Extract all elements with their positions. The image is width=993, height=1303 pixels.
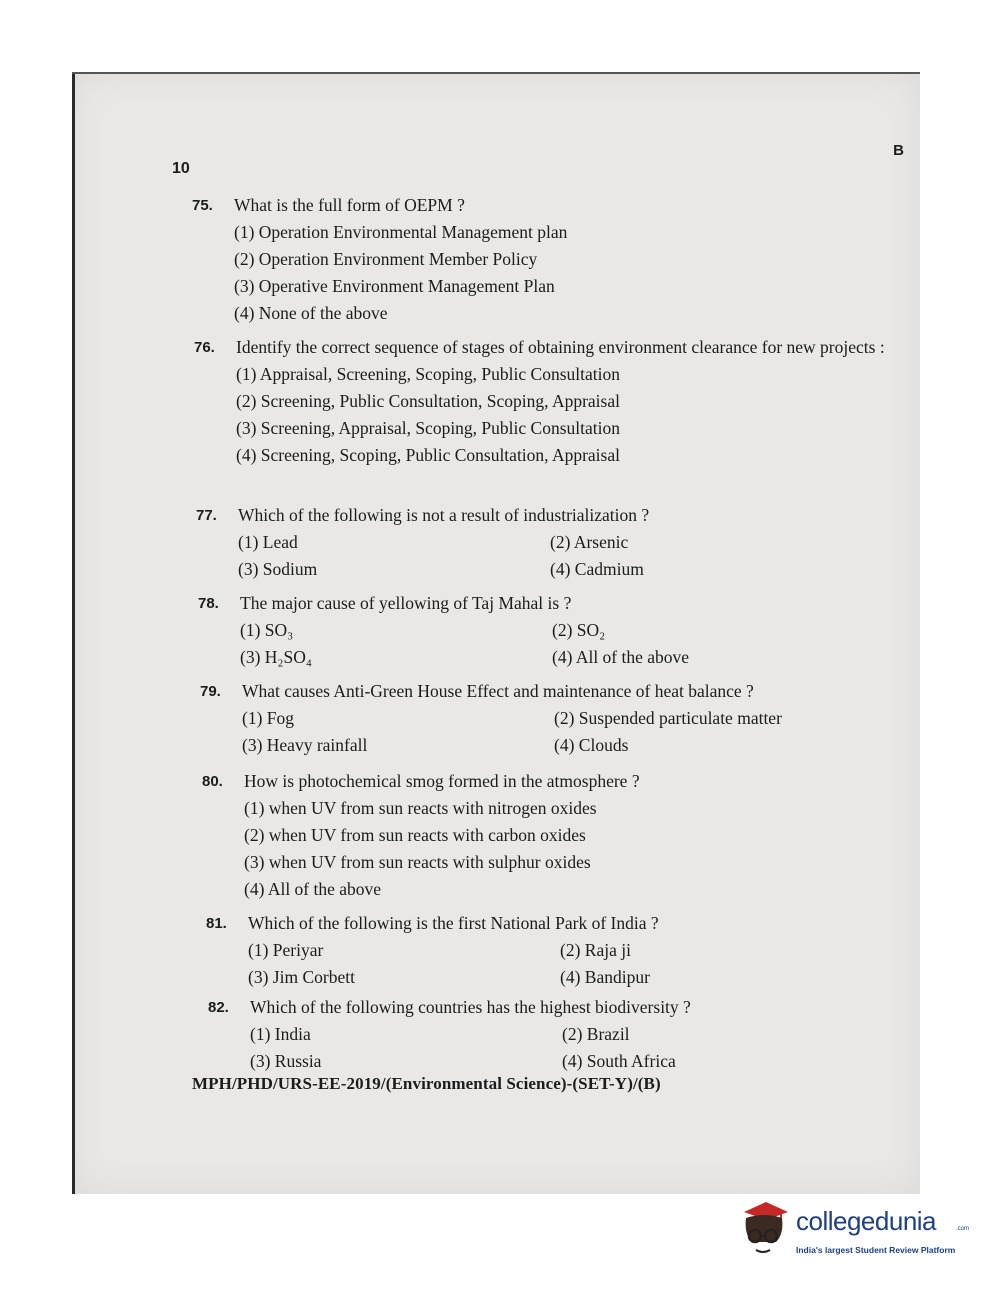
option: (2) Screening, Public Consultation, Scoping, Appraisal	[236, 391, 620, 411]
option: (2) Brazil	[562, 1024, 630, 1044]
option: (4) All of the above	[552, 647, 690, 667]
question-text: Which of the following is not a result of industrialization ?	[238, 505, 650, 525]
option: (2) Arsenic	[550, 532, 629, 552]
option: (3) H₂SO₄	[240, 647, 312, 667]
option: (2) Operation Environment Member Policy	[234, 249, 538, 269]
question-text: What causes Anti-Green House Effect and maintenance of heat balance ?	[242, 681, 754, 701]
question-text: Which of the following is the first National Park of India ?	[248, 913, 659, 933]
option: (4) Screening, Scoping, Public Consultation, Appraisal	[236, 445, 620, 465]
option: (3) Sodium	[238, 559, 318, 579]
scanned-page	[72, 72, 920, 1194]
option: (4) Cadmium	[550, 559, 644, 579]
option: (4) None of the above	[234, 303, 388, 323]
option: (1) India	[250, 1024, 311, 1044]
option: (2) Raja ji	[560, 940, 631, 960]
question-number: 82.	[208, 999, 229, 1016]
question-79	[200, 678, 782, 759]
collegedunia-logo	[736, 1198, 970, 1268]
logo-tagline: India's largest Student Review Platform	[796, 1245, 956, 1255]
top-border	[72, 72, 920, 74]
option: (4) South Africa	[562, 1051, 676, 1071]
question-75	[192, 192, 567, 327]
question-text: Identify the correct sequence of stages of obtaining environment clearance for new projects :	[236, 337, 885, 357]
option: (1) Lead	[238, 532, 298, 552]
option: (1) Fog	[242, 708, 295, 728]
question-text: How is photochemical smog formed in the atmosphere ?	[244, 771, 640, 791]
logo-suffix: .com	[956, 1226, 970, 1232]
question-78	[198, 590, 689, 671]
question-number: 79.	[200, 683, 221, 700]
option: (3) Screening, Appraisal, Scoping, Public Consultation	[236, 418, 620, 438]
option: (1) SO₃	[240, 620, 294, 640]
question-number: 75.	[192, 197, 213, 214]
logo-wordmark: collegedunia	[796, 1206, 937, 1236]
option: (1) Periyar	[248, 940, 324, 960]
question-76	[194, 334, 902, 469]
option: (4) Clouds	[554, 735, 629, 755]
question-82	[208, 994, 691, 1075]
question-text: Which of the following countries has the highest biodiversity ?	[250, 997, 691, 1017]
option: (2) Suspended particulate matter	[554, 708, 782, 728]
option: (1) when UV from sun reacts with nitrogen oxides	[244, 798, 597, 818]
question-80	[202, 768, 640, 903]
option: (3) Russia	[250, 1051, 322, 1071]
option: (3) Heavy rainfall	[242, 735, 368, 755]
question-number: 81.	[206, 915, 227, 932]
question-text: The major cause of yellowing of Taj Mahal is ?	[240, 593, 572, 613]
question-text: What is the full form of OEPM ?	[234, 195, 465, 215]
question-number: 76.	[194, 339, 215, 356]
student-mascot-icon	[736, 1198, 792, 1258]
option: (2) SO₂	[552, 620, 606, 640]
option: (4) Bandipur	[560, 967, 650, 987]
question-81	[206, 910, 659, 991]
option: (1) Operation Environmental Management plan	[234, 222, 568, 242]
question-77	[196, 502, 649, 583]
option: (3) Operative Environment Management Plan	[234, 276, 555, 296]
option: (4) All of the above	[244, 879, 382, 899]
question-number: 78.	[198, 595, 219, 612]
option: (1) Appraisal, Screening, Scoping, Public Consultation	[236, 364, 620, 384]
option: (2) when UV from sun reacts with carbon oxides	[244, 825, 586, 845]
page-number: 10	[172, 160, 190, 177]
exam-code-footer: MPH/PHD/URS-EE-2019/(Environmental Science)-(SET-Y)/(B)	[192, 1074, 661, 1093]
option: (3) Jim Corbett	[248, 967, 355, 987]
question-number: 80.	[202, 773, 223, 790]
question-number: 77.	[196, 507, 217, 524]
option: (3) when UV from sun reacts with sulphur oxides	[244, 852, 591, 872]
set-letter: B	[893, 142, 904, 159]
